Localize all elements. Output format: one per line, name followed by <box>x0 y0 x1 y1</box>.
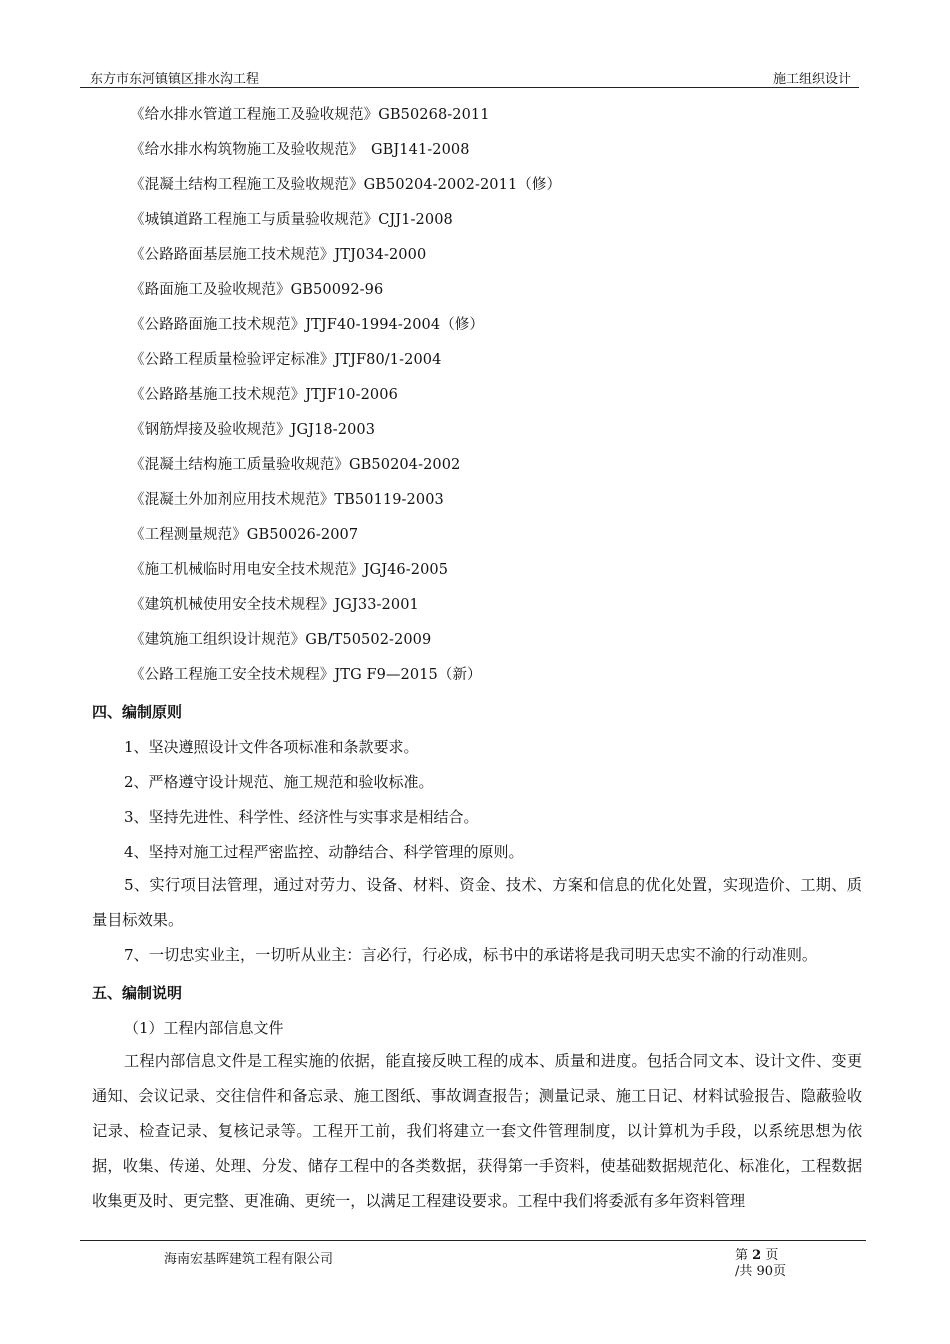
principle-item: 4、坚持对施工过程严密监控、动静结合、科学管理的原则。 <box>124 843 524 861</box>
principle-paragraph-7: 7、一切忠实业主，一切听从业主：言必行，行必成，标书中的承诺将是我司明天忠实不渝的行动准则。 <box>124 946 818 964</box>
reference-item: 《公路路面基层施工技术规范》JTJ034-2000 <box>130 247 427 263</box>
current-page: 2 <box>752 1248 762 1263</box>
body-paragraph: 工程内部信息文件是工程实施的依据，能直接反映工程的成本、质量和进度。包括合同文本、设计文件、变更通知、会议记录、交往信件和备忘录、施工图纸、事故调查报告；测量记录、施工日记、材料试验报告、隐蔽验收记录、检查记录、复核记录等。工程开工前，我们将建立一套文件管理制度，以计算机为手段，以系统思想为依据，收集、传递、处理、分发、储存工程中的各类数据，获得第一手资料，使基础数据规范化、标准化，工程数据收集更及时、更完整、更准确、更统一，以满足工程建设要求。工程中我们将委派有多年资料管理 <box>92 1052 862 1210</box>
principle-paragraph-5: 5、实行项目法管理，通过对劳力、设备、材料、资金、技术、方案和信息的优化处置，实现造价、工期、质量目标效果。 <box>92 876 862 929</box>
reference-item: 《施工机械临时用电安全技术规范》JGJ46-2005 <box>130 562 449 578</box>
reference-item: 《给水排水管道工程施工及验收规范》GB50268-2011 <box>130 107 490 123</box>
principle-item: 1、坚决遵照设计文件各项标准和条款要求。 <box>124 738 419 756</box>
footer-company-name: 海南宏基晖建筑工程有限公司 <box>164 1252 334 1267</box>
subsection-title: （1）工程内部信息文件 <box>124 1019 284 1037</box>
reference-item: 《公路工程质量检验评定标准》JTJF80/1-2004 <box>130 352 442 368</box>
reference-item: 《给水排水构筑物施工及验收规范》 GBJ141-2008 <box>130 142 470 158</box>
reference-item: 《公路路基施工技术规范》JTJF10-2006 <box>130 387 398 403</box>
section-heading-notes: 五、编制说明 <box>92 984 183 1002</box>
footer-divider <box>80 1240 866 1241</box>
header-project-title: 东方市东河镇镇区排水沟工程 <box>90 72 260 87</box>
reference-item: 《混凝土结构施工质量验收规范》GB50204-2002 <box>130 457 461 473</box>
reference-item: 《建筑施工组织设计规范》GB/T50502-2009 <box>130 632 432 648</box>
reference-item: 《混凝土外加剂应用技术规范》TB50119-2003 <box>130 492 444 508</box>
header-document-type: 施工组织设计 <box>772 72 851 87</box>
reference-item: 《钢筋焊接及验收规范》JGJ18-2003 <box>130 422 376 438</box>
total-pages: /共 90页 <box>735 1264 787 1279</box>
reference-item: 《公路路面施工技术规范》JTJF40-1994-2004（修） <box>130 317 485 333</box>
page-label-suffix: 页 <box>765 1248 779 1263</box>
reference-item: 《城镇道路工程施工与质量验收规范》CJJ1-2008 <box>130 212 453 228</box>
reference-item: 《建筑机械使用安全技术规程》JGJ33-2001 <box>130 597 419 613</box>
reference-item: 《工程测量规范》GB50026-2007 <box>130 527 359 543</box>
page-header <box>80 63 859 88</box>
principle-item: 2、严格遵守设计规范、施工规范和验收标准。 <box>124 773 434 791</box>
reference-item: 《混凝土结构工程施工及验收规范》GB50204-2002-2011（修） <box>130 177 562 193</box>
page-label-prefix: 第 <box>735 1248 749 1263</box>
principle-item: 3、坚持先进性、科学性、经济性与实事求是相结合。 <box>124 808 479 826</box>
reference-item: 《公路工程施工安全技术规程》JTG F9—2015（新） <box>130 667 482 683</box>
reference-item: 《路面施工及验收规范》GB50092-96 <box>130 282 384 298</box>
section-heading-principles: 四、编制原则 <box>92 703 183 721</box>
footer-page-number <box>735 1248 786 1280</box>
